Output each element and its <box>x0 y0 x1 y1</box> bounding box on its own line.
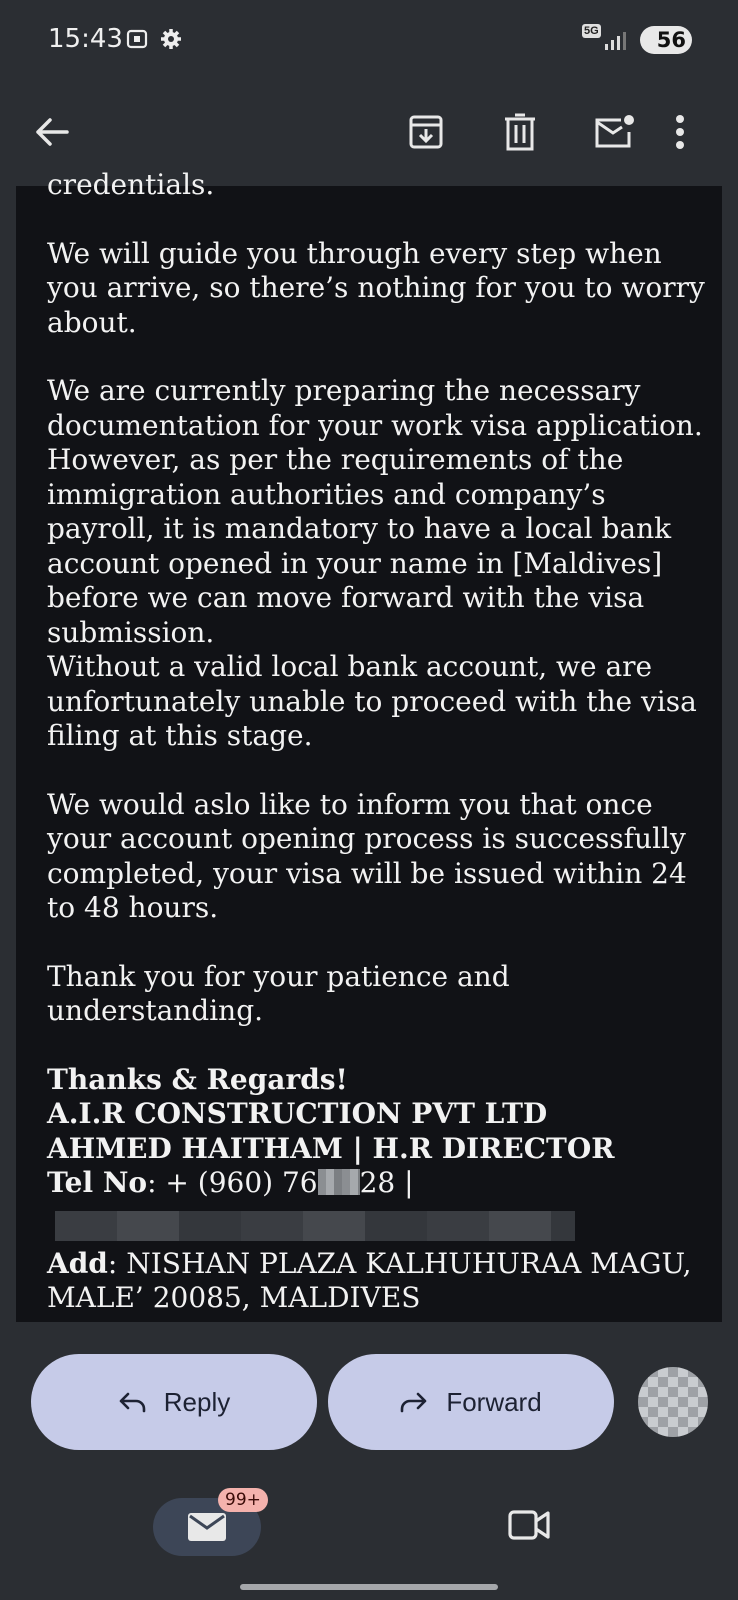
signature-name-title: AHMED HAITHAM | H.R DIRECTOR <box>47 1131 615 1165</box>
mail-icon <box>188 1513 226 1541</box>
email-paragraph-1: We will guide you through every step when you arrive, so there’s nothing for you to worry about. <box>47 236 705 339</box>
forward-button[interactable] <box>328 1354 614 1450</box>
more-vert-icon <box>675 114 685 150</box>
battery-level: 56 <box>640 26 692 54</box>
forward-icon <box>400 1391 428 1413</box>
reply-icon <box>118 1391 146 1413</box>
redacted-line <box>55 1211 575 1241</box>
mark-unread-button[interactable] <box>584 102 644 162</box>
status-time: 15:43 <box>48 24 123 54</box>
signature-address <box>47 1247 707 1282</box>
back-button[interactable] <box>22 102 82 162</box>
emoji-reaction-avatar[interactable] <box>638 1367 708 1437</box>
email-text-partial: credentials. <box>47 168 215 201</box>
nav-meet-button[interactable] <box>508 1508 550 1547</box>
add-label: Add <box>47 1246 108 1280</box>
mail-badge: 99+ <box>218 1488 268 1512</box>
reply-actions <box>0 1354 738 1450</box>
status-bar <box>0 0 738 80</box>
email-paragraph-4: We would aslo like to inform you that once your account opening process is successfully completed, your visa will be issued within 24 to 48 hours. <box>47 787 687 924</box>
mail-unread-icon <box>593 114 635 150</box>
tel-suffix: 28 | <box>359 1166 414 1199</box>
signal-icon <box>605 30 633 55</box>
delete-button[interactable] <box>490 102 550 162</box>
reply-label: Reply <box>163 1386 231 1417</box>
settings-gear-icon <box>160 28 182 50</box>
forward-label: Forward <box>446 1386 542 1417</box>
more-options-button[interactable] <box>650 102 710 162</box>
arrow-left-icon <box>34 117 70 147</box>
email-paragraph-2: We are currently preparing the necessary documentation for your work visa application. However, as per the requirements of the immigration authorities and company’s payroll, it is mandatory to have a local bank account opened in your name in [Maldives] before we can move forward with the visa submission. <box>47 374 703 649</box>
bottom-navigation <box>0 1478 738 1600</box>
gesture-handle <box>240 1584 498 1590</box>
archive-button[interactable] <box>396 102 456 162</box>
redacted-phone-digits <box>318 1169 360 1195</box>
tel-label: Tel No <box>47 1166 148 1199</box>
video-camera-icon <box>508 1508 550 1542</box>
email-body <box>16 168 722 1322</box>
reply-button[interactable] <box>31 1354 317 1450</box>
signature-regards: Thanks & Regards! <box>47 1062 348 1096</box>
address-line-2: MALE’ 20085, MALDIVES <box>47 1281 421 1314</box>
trash-icon <box>503 113 537 151</box>
email-content <box>47 168 707 1316</box>
email-paragraph-5: Thank you for your patience and understanding. <box>47 959 510 1027</box>
address-line-1: : NISHAN PLAZA KALHUHURAA MAGU, <box>107 1246 692 1280</box>
email-signature <box>47 1063 707 1316</box>
signature-tel <box>47 1166 707 1201</box>
tel-prefix: : + (960) 76 <box>147 1166 318 1199</box>
screen-record-icon <box>126 28 148 50</box>
archive-icon <box>408 114 444 150</box>
network-type: 5G <box>584 25 599 37</box>
email-paragraph-3: Without a valid local bank account, we are unfortunately unable to proceed with the visa filing at this stage. <box>47 650 697 752</box>
signature-company: A.I.R CONSTRUCTION PVT LTD <box>47 1097 548 1130</box>
